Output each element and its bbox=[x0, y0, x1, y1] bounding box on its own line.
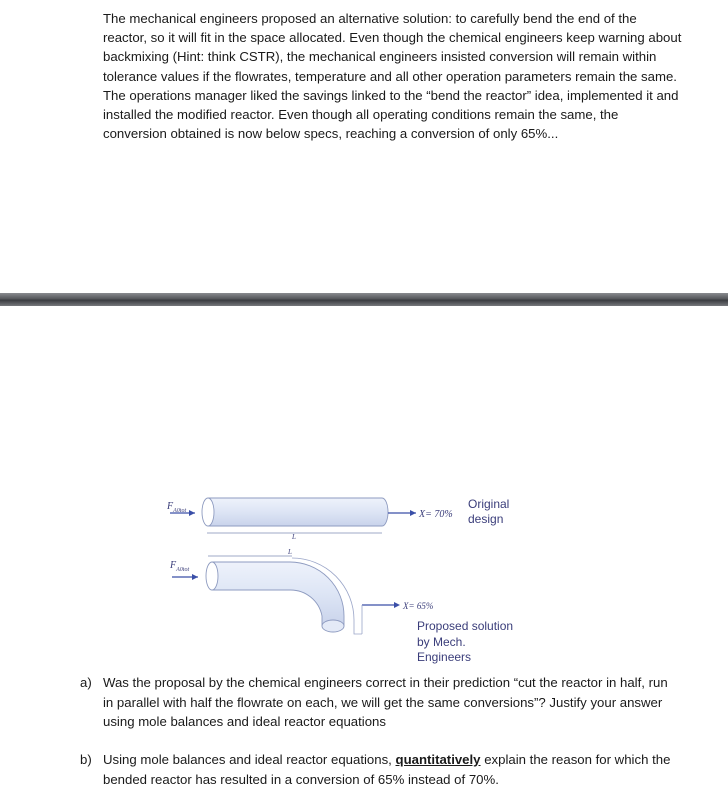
original-label-line1: Original bbox=[468, 497, 510, 511]
reactor-diagram bbox=[150, 482, 530, 672]
original-conversion: X= 70% bbox=[419, 509, 453, 520]
section-divider bbox=[0, 293, 728, 306]
question-b-text: Using mole balances and ideal reactor equations, quantitatively explain the reason for which the bended reactor has resulted in a conversion of 65% instead of 70%. bbox=[103, 752, 671, 787]
intro-paragraph: The mechanical engineers proposed an alternative solution: to carefully bend the end of the reactor, so it will fit in the space allocated. Even though the chemical engineers keep warning about backmixing (Hint: think CSTR), the mechanical engineers insisted conversion will remain within tolerance values if the flowrates, temperature and all other operation parameters remain the same. The operations manager liked the savings linked to the “bend the reactor” idea, implemented it and installed the modified reactor. Even though all operating conditions remain the same, the conversion obtained is now below specs, reaching a conversion of only 65%... bbox=[103, 11, 682, 142]
bent-reactor bbox=[169, 548, 513, 664]
proposed-label-line3: Engineers bbox=[417, 650, 472, 664]
proposed-conversion: X= 65% bbox=[403, 601, 434, 611]
length-label-bottom: L bbox=[288, 548, 292, 556]
question-a-text: Was the proposal by the chemical engineers correct in their prediction “cut the reactor in half, run in parallel with half the flowrate on each, we will get the same conversions”? Justify your answer using mole balances and ideal reactor equations bbox=[103, 675, 668, 729]
inlet-flow-label-bottom: $F_{A0tot}$ bbox=[170, 560, 190, 573]
question-a bbox=[80, 673, 680, 732]
keyword-quantitatively: quantitatively bbox=[395, 752, 481, 767]
inlet-flow-label-top: $F_{A0tot}$ bbox=[167, 501, 187, 514]
original-reactor bbox=[166, 497, 509, 541]
question-b-letter: b) bbox=[80, 752, 92, 767]
original-label-line2: design bbox=[468, 512, 504, 526]
proposed-label-line2: by Mech. bbox=[417, 635, 466, 649]
proposed-label-line1: Proposed solution bbox=[417, 619, 514, 633]
question-a-letter: a) bbox=[80, 675, 92, 690]
length-label-top: L bbox=[292, 533, 296, 541]
question-b bbox=[80, 750, 680, 789]
